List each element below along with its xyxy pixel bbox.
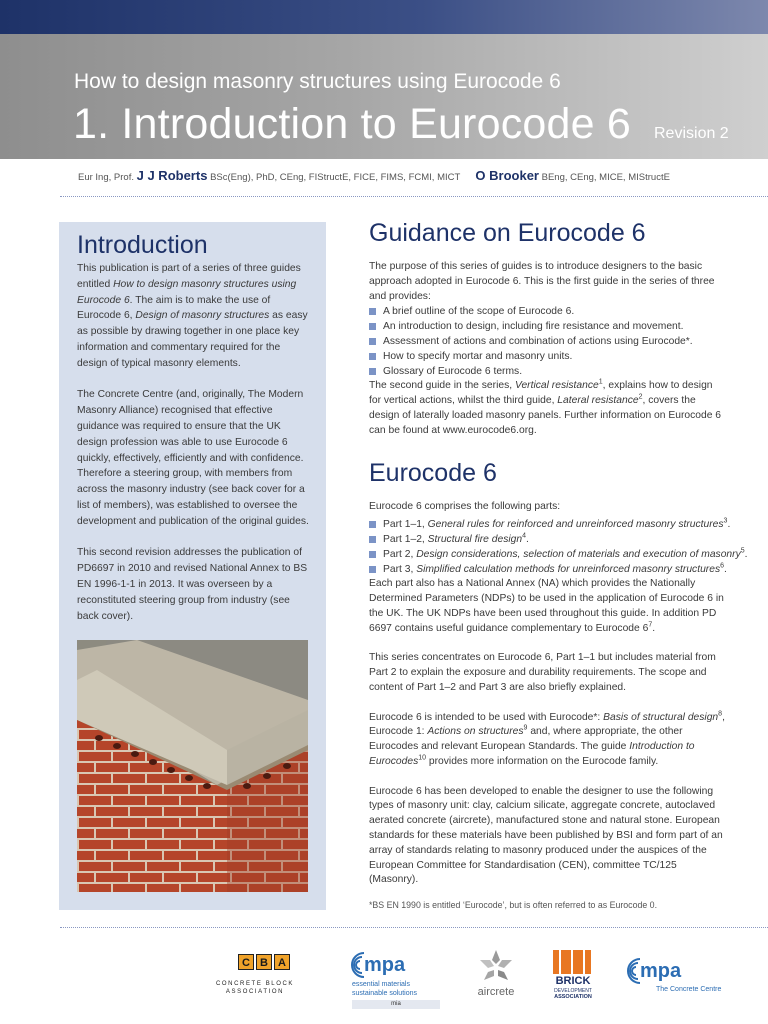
- main-column: [369, 219, 748, 911]
- intro-paragraph-2: The Concrete Centre (and, originally, The Modern Masonry Alliance) recognised that effective guidance was required to ensure that the UK design profession was able to use Eurocode 6 quickly, effectively, efficiently and with confidence. Therefore a steering group, with members from across the masonry industry (see back cover for a list of members), was established to oversee the development and publication of the original guides.: [77, 389, 309, 527]
- aircrete-logo: [466, 950, 526, 1010]
- list-item: Assessment of actions and combination of actions using Eurocode*.: [369, 334, 725, 349]
- author1-prefix: Eur Ing, Prof.: [78, 172, 134, 183]
- cba-letter-b: B: [256, 954, 272, 970]
- header-divider: [60, 196, 768, 197]
- eurocode-heading: Eurocode 6: [369, 458, 497, 487]
- brick-association-logo: [552, 950, 594, 1010]
- introduction-heading: Introduction: [77, 231, 208, 259]
- list-item: How to specify mortar and masonry units.: [369, 349, 725, 364]
- aircrete-name: aircrete: [477, 986, 515, 998]
- list-item: Part 1–2, Structural fire design$^4$.: [369, 532, 725, 547]
- mpa-tagline-2: sustainable solutions: [352, 990, 417, 997]
- list-item: Glossary of Eurocode 6 terms.: [369, 364, 725, 379]
- mpa-name: mpa: [364, 954, 406, 976]
- introduction-text: [77, 261, 311, 640]
- list-item: Part 1–1, General rules for reinforced and unreinforced masonry structures$^3$.: [369, 517, 725, 532]
- guidance-paragraph-2: The second guide in the series, Vertical resistance$^1$, explains how to design for vertical actions, whilst the third guide, Lateral resistance$^2$, covers the design of laterally loaded masonry panels. Further information on Eurocode 6 can be found at www.eurocode6.org.: [369, 378, 722, 436]
- footnote: *BS EN 1990 is entitled ‘Eurocode’, but is often referred to as Eurocode 0.: [369, 900, 658, 911]
- top-color-band: [0, 0, 768, 34]
- list-item: Part 2, Design considerations, selection of materials and execution of masonry$^5$.: [369, 547, 725, 562]
- series-paragraph: This series concentrates on Eurocode 6, Part 1–1 but includes material from Part 2 to explain the exposure and durability requirements. The scope and content of Part 1–2 and Part 3 are also briefly explained.: [369, 652, 716, 693]
- cba-text-line1: CONCRETE BLOCK: [215, 981, 295, 987]
- brick-line-1: BRICK: [555, 975, 591, 987]
- eurocode-intro: Eurocode 6 comprises the following parts:: [369, 500, 561, 512]
- masonry-wall-photo: [77, 640, 308, 892]
- tcc-name: The Concrete Centre: [656, 986, 722, 993]
- intro-paragraph-3: This second revision addresses the publication of PD6697 in 2010 and revised National Annex to BS EN 1996-1-1 in 2013. It was overseen by a reconstituted steering group from industry (see back cover).: [77, 547, 308, 622]
- aircrete-star-icon: [480, 950, 512, 984]
- list-item: An introduction to design, including fire resistance and movement.: [369, 319, 725, 334]
- authors-line: [78, 168, 670, 183]
- tcc-mpa-name: mpa: [640, 960, 682, 982]
- brick-line-3: ASSOCIATION: [554, 994, 592, 1000]
- intro-paragraph-1: This publication is part of a series of three guides entitled How to design masonry structures using Eurocode 6. The aim is to make the use of Eurocode 6, Design of masonry structures as easy as possible by drawing together in one place key information and commentary required for the design of typical masonry elements.: [77, 263, 308, 369]
- page-title: 1. Introduction to Eurocode 6: [73, 100, 631, 148]
- mpa-essential-logo: [344, 948, 444, 1014]
- author1-qualifications: BSc(Eng), PhD, CEng, FIStructE, FICE, FIMS, FCMI, MICT: [210, 172, 461, 183]
- cba-letter-a: A: [274, 954, 290, 970]
- guidance-list: [369, 304, 725, 379]
- series-title: How to design masonry structures using Eurocode 6: [74, 70, 561, 93]
- guidance-heading: Guidance on Eurocode 6: [369, 219, 646, 247]
- cba-text-line2: ASSOCIATION: [225, 989, 285, 995]
- list-item: A brief outline of the scope of Eurocode 6.: [369, 304, 725, 319]
- cba-letter-c: C: [238, 954, 254, 970]
- list-item: Part 3, Simplified calculation methods for unreinforced masonry structures$^6$.: [369, 562, 725, 577]
- eurocode-parts-list: [369, 517, 748, 577]
- usage-paragraph: Eurocode 6 is intended to be used with Eurocode*: Basis of structural design$^8$, Eurocode 1: Actions on structures$^9$ and, where appropriate, the other Eurocodes and relevant European Standards. The guide Introduction to Eurocodes$^{10}$ provides more information on the Eurocode family.: [369, 710, 725, 767]
- author2-name: O Brooker: [475, 168, 539, 183]
- national-annex-paragraph: Each part also has a National Annex (NA) which provides the Nationally Determined Parameters (NDPs) to be used in the application of Eurocode 6 in the UK. The UK NDPs have been used throughout this guide. In addition PD 6697 contains useful guidance complementary to Eurocode $6^7$.: [369, 578, 724, 634]
- guidance-intro: The purpose of this series of guides is to introduce designers to the basic approach adopted in Eurocode 6. This is the first guide in the series of three and provides:: [369, 261, 715, 302]
- partner-logos: [0, 940, 768, 1024]
- concrete-centre-logo: [620, 956, 720, 1006]
- cba-logo: [208, 954, 302, 1004]
- author2-qualifications: BEng, CEng, MICE, MIStructE: [541, 172, 670, 183]
- masonry-units-paragraph: Eurocode 6 has been developed to enable the designer to use the following types of masonry unit: clay, calcium silicate, aggregate concrete, autoclaved aerated concrete (aircrete), manufactured stone and natural stone. European standards for these materials have been published by BSI and form part of an array of standards relating to masonry produced under the auspices of the European Committee for Standardisation (CEN), committee TC/125 (Masonry).: [369, 785, 723, 886]
- mpa-sub-label: mia: [352, 1000, 440, 1009]
- brick-icon: [553, 950, 591, 974]
- footer-divider: [60, 927, 768, 928]
- mpa-tagline-1: essential materials: [352, 981, 410, 988]
- author1-name: J J Roberts: [136, 168, 208, 183]
- revision-label: Revision 2: [654, 125, 729, 142]
- brick-line-2: DEVELOPMENT: [554, 988, 592, 994]
